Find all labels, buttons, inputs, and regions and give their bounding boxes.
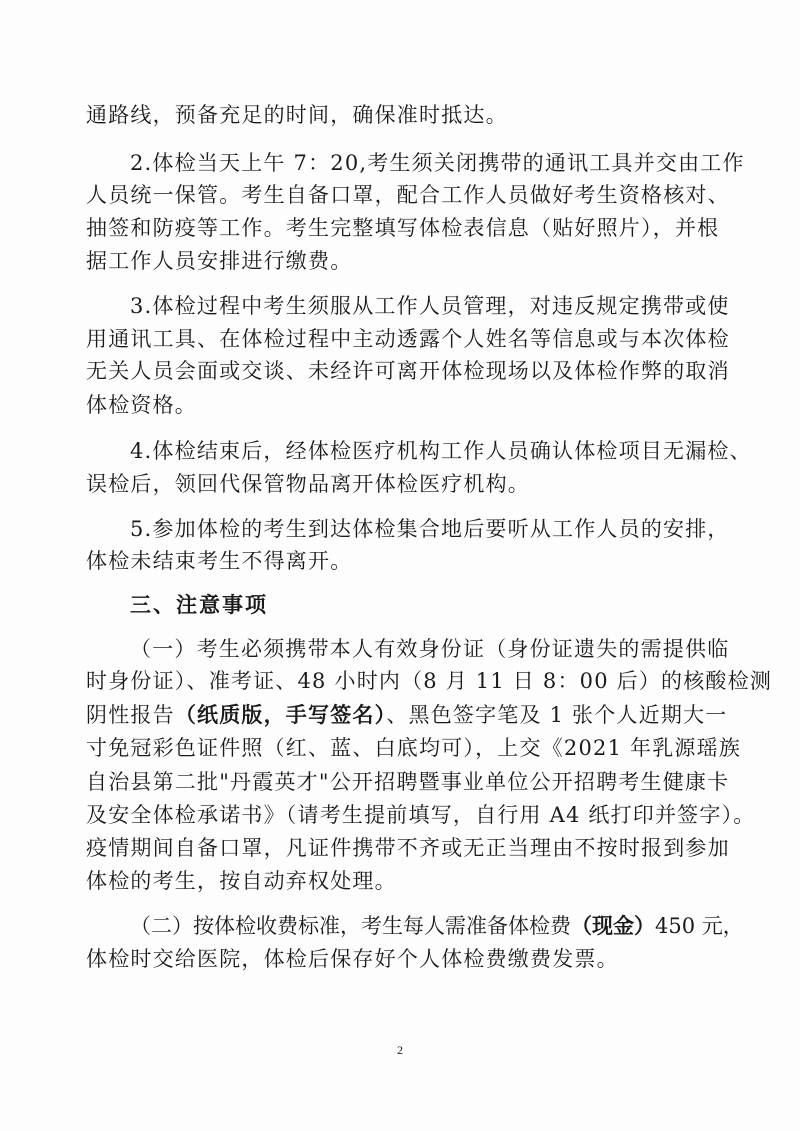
- text-line: 2.体检当天上午 7：20,考生须关闭携带的通讯工具并交由工作: [130, 151, 745, 175]
- text-line: 5.参加体检的考生到达体检集合地后要听从工作人员的安排，: [130, 517, 730, 541]
- text-line: 及安全体检承诺书》（请考生提前填写，自行用 A4 纸打印并签字）。: [86, 803, 756, 827]
- text-line: （二）按体检收费标准，考生每人需准备体检费（现金）450 元，: [130, 913, 744, 938]
- text-line: 3.体检过程中考生须服从工作人员管理，对违反规定携带或使: [130, 294, 730, 318]
- text-line: 阴性报告（纸质版，手写签名）、黑色签字笔及 1 张个人近期大一: [86, 702, 728, 727]
- text-line: （一）考生必须携带本人有效身份证（身份证遗失的需提供临: [130, 637, 730, 661]
- text-line: 4.体检结束后，经体检医疗机构工作人员确认体检项目无漏检、: [130, 439, 752, 463]
- text-line: 误检后，领回代保管物品离开体检医疗机构。: [86, 472, 530, 496]
- text-line: 通路线，预备充足的时间，确保准时抵达。: [86, 103, 508, 127]
- text-line: 抽签和防疫等工作。考生完整填写体检表信息（贴好照片），并根: [86, 216, 720, 240]
- section-heading: 三、注意事项: [130, 593, 268, 617]
- text-line: 体检时交给医院，体检后保存好个人体检费缴费发票。: [86, 947, 619, 971]
- emphasis-text: （现金）: [571, 913, 655, 938]
- text-line: 寸免冠彩色证件照（红、蓝、白底均可），上交《2021 年乳源瑶族: [86, 736, 742, 760]
- text-line: 疫情期间自备口罩，凡证件携带不齐或无正当理由不按时报到参加: [86, 836, 730, 860]
- text-line: 自治县第二批"丹霞英才"公开招聘暨事业单位公开招聘考生健康卡: [86, 770, 730, 794]
- text-line: 用通讯工具、在体检过程中主动透露个人姓名等信息或与本次体检: [86, 327, 730, 351]
- page-number: 2: [397, 1043, 403, 1057]
- text-line: 据工作人员安排进行缴费。: [86, 249, 353, 273]
- emphasis-text: （纸质版，手写签名）: [174, 702, 387, 727]
- text-line: 人员统一保管。考生自备口罩，配合工作人员做好考生资格核对、: [86, 183, 730, 207]
- text-line: 时身份证）、准考证、48 小时内（8 月 11 日 8：00 后）的核酸检测: [86, 669, 773, 693]
- text-line: 无关人员会面或交谈、未经许可离开体检现场以及体检作弊的取消: [86, 359, 730, 383]
- text-line: 体检未结束考生不得离开。: [86, 549, 353, 573]
- text-line: 体检的考生，按自动弃权处理。: [86, 869, 397, 893]
- text-line: 体检资格。: [86, 393, 197, 417]
